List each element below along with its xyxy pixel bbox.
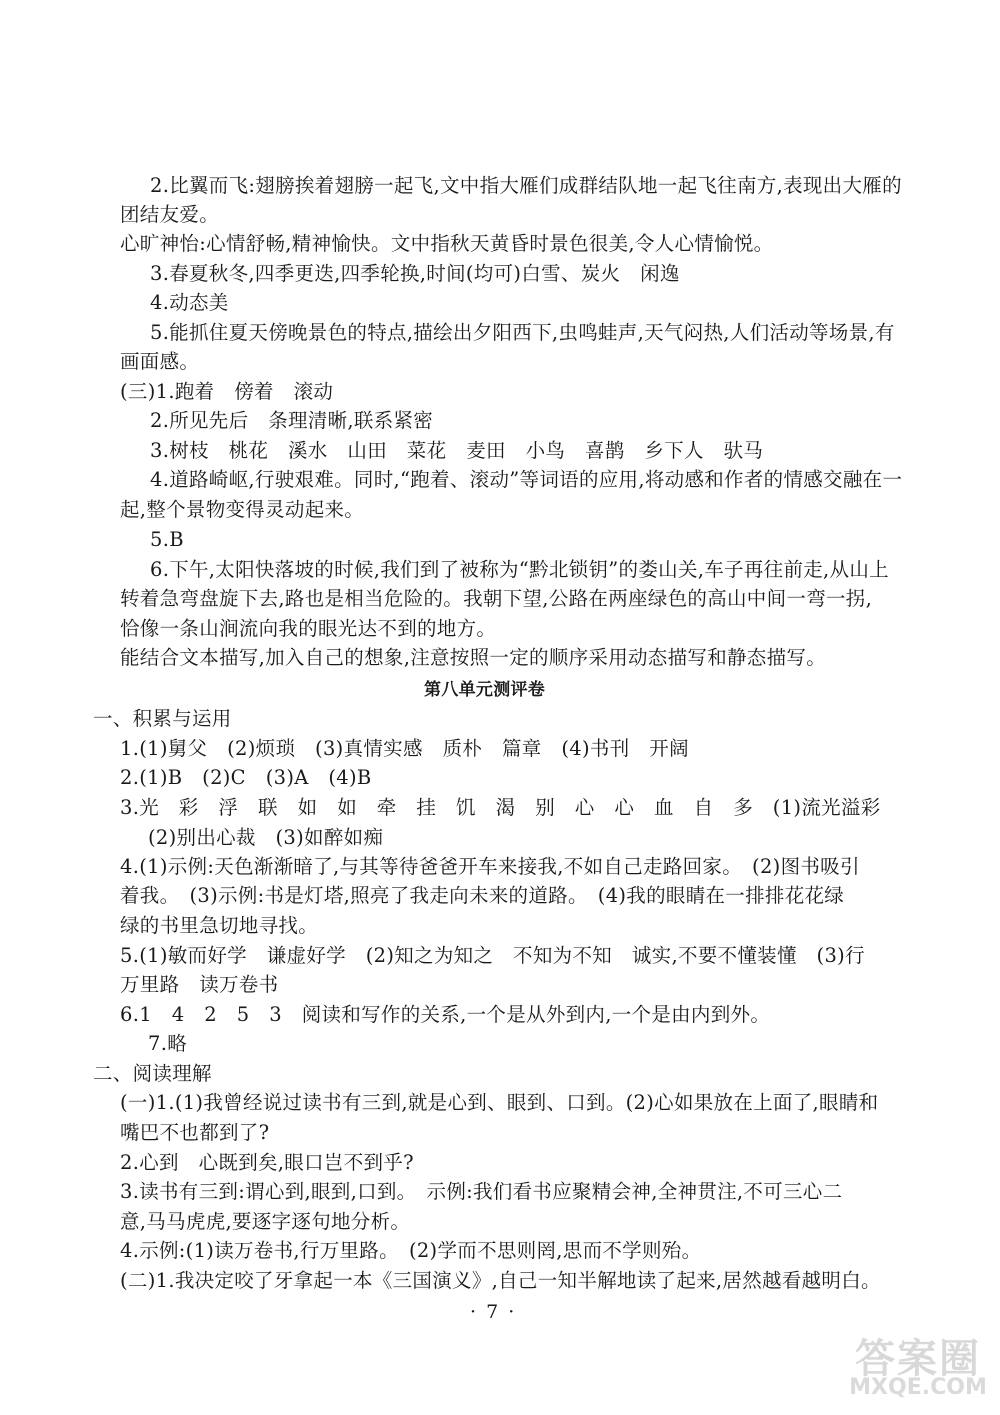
watermark-logo-text: 答案圈 bbox=[855, 1336, 981, 1382]
text-line: (二)1.我决定咬了牙拿起一本《三国演义》,自己一知半解地读了起来,居然越看越明白。 bbox=[120, 1269, 881, 1292]
text-line: (三)1.跑着 傍着 滚动 bbox=[120, 380, 334, 403]
text-line: 起,整个景物变得灵动起来。 bbox=[120, 498, 365, 521]
text-line: 5.能抓住夏天傍晚景色的特点,描绘出夕阳西下,虫鸣蛙声,天气闷热,人们活动等场景,有 bbox=[150, 321, 895, 344]
text-line: 7.略 bbox=[148, 1032, 188, 1055]
text-line: 意,马马虎虎,要逐字逐句地分析。 bbox=[120, 1210, 411, 1233]
text-line: 画面感。 bbox=[120, 350, 200, 373]
text-line: 4.(1)示例:天色渐渐暗了,与其等待爸爸开车来接我,不如自己走路回家。 (2)图书吸引 bbox=[120, 855, 860, 878]
section-heading: 二、阅读理解 bbox=[93, 1062, 212, 1085]
text-line: 3.光 彩 浮 联 如 如 牵 挂 饥 渴 别 心 心 血 自 多 (1)流光溢彩 bbox=[120, 796, 881, 819]
text-line: 恰像一条山涧流向我的眼光达不到的地方。 bbox=[120, 617, 497, 640]
text-line: 万里路 读万卷书 bbox=[120, 973, 279, 996]
text-line: 3.树枝 桃花 溪水 山田 菜花 麦田 小鸟 喜鹊 乡下人 驮马 bbox=[150, 439, 764, 462]
text-line: 2.(1)B (2)C (3)A (4)B bbox=[120, 766, 372, 789]
text-line: 4.动态美 bbox=[150, 291, 229, 314]
section-heading: 一、积累与运用 bbox=[93, 707, 232, 730]
page-number: · 7 · bbox=[470, 1301, 517, 1323]
text-line: 6.下午,太阳快落坡的时候,我们到了被称为“黔北锁钥”的娄山关,车子再往前走,从山上 bbox=[150, 558, 889, 581]
text-line: 4.道路崎岖,行驶艰难。同时,“跑着、滚动”等词语的应用,将动感和作者的情感交融在一 bbox=[150, 468, 903, 491]
text-line: 绿的书里急切地寻找。 bbox=[120, 914, 319, 937]
text-line: 4.示例:(1)读万卷书,行万里路。 (2)学而不思则罔,思而不学则殆。 bbox=[120, 1239, 702, 1262]
text-line: 嘴巴不也都到了? bbox=[120, 1121, 270, 1144]
text-line: (一)1.(1)我曾经说过读书有三到,就是心到、眼到、口到。(2)心如果放在上面了,眼睛和 bbox=[120, 1091, 879, 1114]
watermark-logo bbox=[838, 1325, 998, 1410]
text-line: 6.1 4 2 5 3 阅读和写作的关系,一个是从外到内,一个是由内到外。 bbox=[120, 1003, 771, 1026]
text-line: 3.读书有三到:谓心到,眼到,口到。 示例:我们看书应聚精会神,全神贯注,不可三心二 bbox=[120, 1180, 843, 1203]
text-line: 团结友爱。 bbox=[120, 203, 220, 226]
watermark-url: MXQE.COM bbox=[849, 1375, 987, 1400]
text-line: 2.所见先后 条理清晰,联系紧密 bbox=[150, 409, 434, 432]
text-line: 2.心到 心既到矣,眼口岂不到乎? bbox=[120, 1151, 414, 1174]
text-line: 转着急弯盘旋下去,路也是相当危险的。我朝下望,公路在两座绿色的高山中间一弯一拐, bbox=[120, 587, 873, 610]
text-line: 3.春夏秋冬,四季更迭,四季轮换,时间(均可)白雪、炭火 闲逸 bbox=[150, 262, 680, 285]
text-line: 着我。 (3)示例:书是灯塔,照亮了我走向未来的道路。 (4)我的眼睛在一排排花花绿 bbox=[120, 884, 845, 907]
text-line: 能结合文本描写,加入自己的想象,注意按照一定的顺序采用动态描写和静态描写。 bbox=[120, 646, 826, 669]
section-title: 第八单元测评卷 bbox=[424, 680, 546, 700]
text-line: 2.比翼而飞:翅膀挨着翅膀一起飞,文中指大雁们成群结队地一起飞往南方,表现出大雁的 bbox=[150, 174, 902, 197]
text-line: 1.(1)舅父 (2)烦琐 (3)真情实感 质朴 篇章 (4)书刊 开阔 bbox=[120, 737, 689, 760]
text-line: 心旷神怡:心情舒畅,精神愉快。文中指秋天黄昏时景色很美,令人心情愉悦。 bbox=[120, 232, 774, 255]
text-line: 5.B bbox=[150, 528, 184, 551]
text-line: 5.(1)敏而好学 谦虚好学 (2)知之为知之 不知为不知 诚实,不要不懂装懂 (3)行 bbox=[120, 944, 865, 967]
text-line: (2)别出心裁 (3)如醉如痴 bbox=[148, 826, 384, 849]
